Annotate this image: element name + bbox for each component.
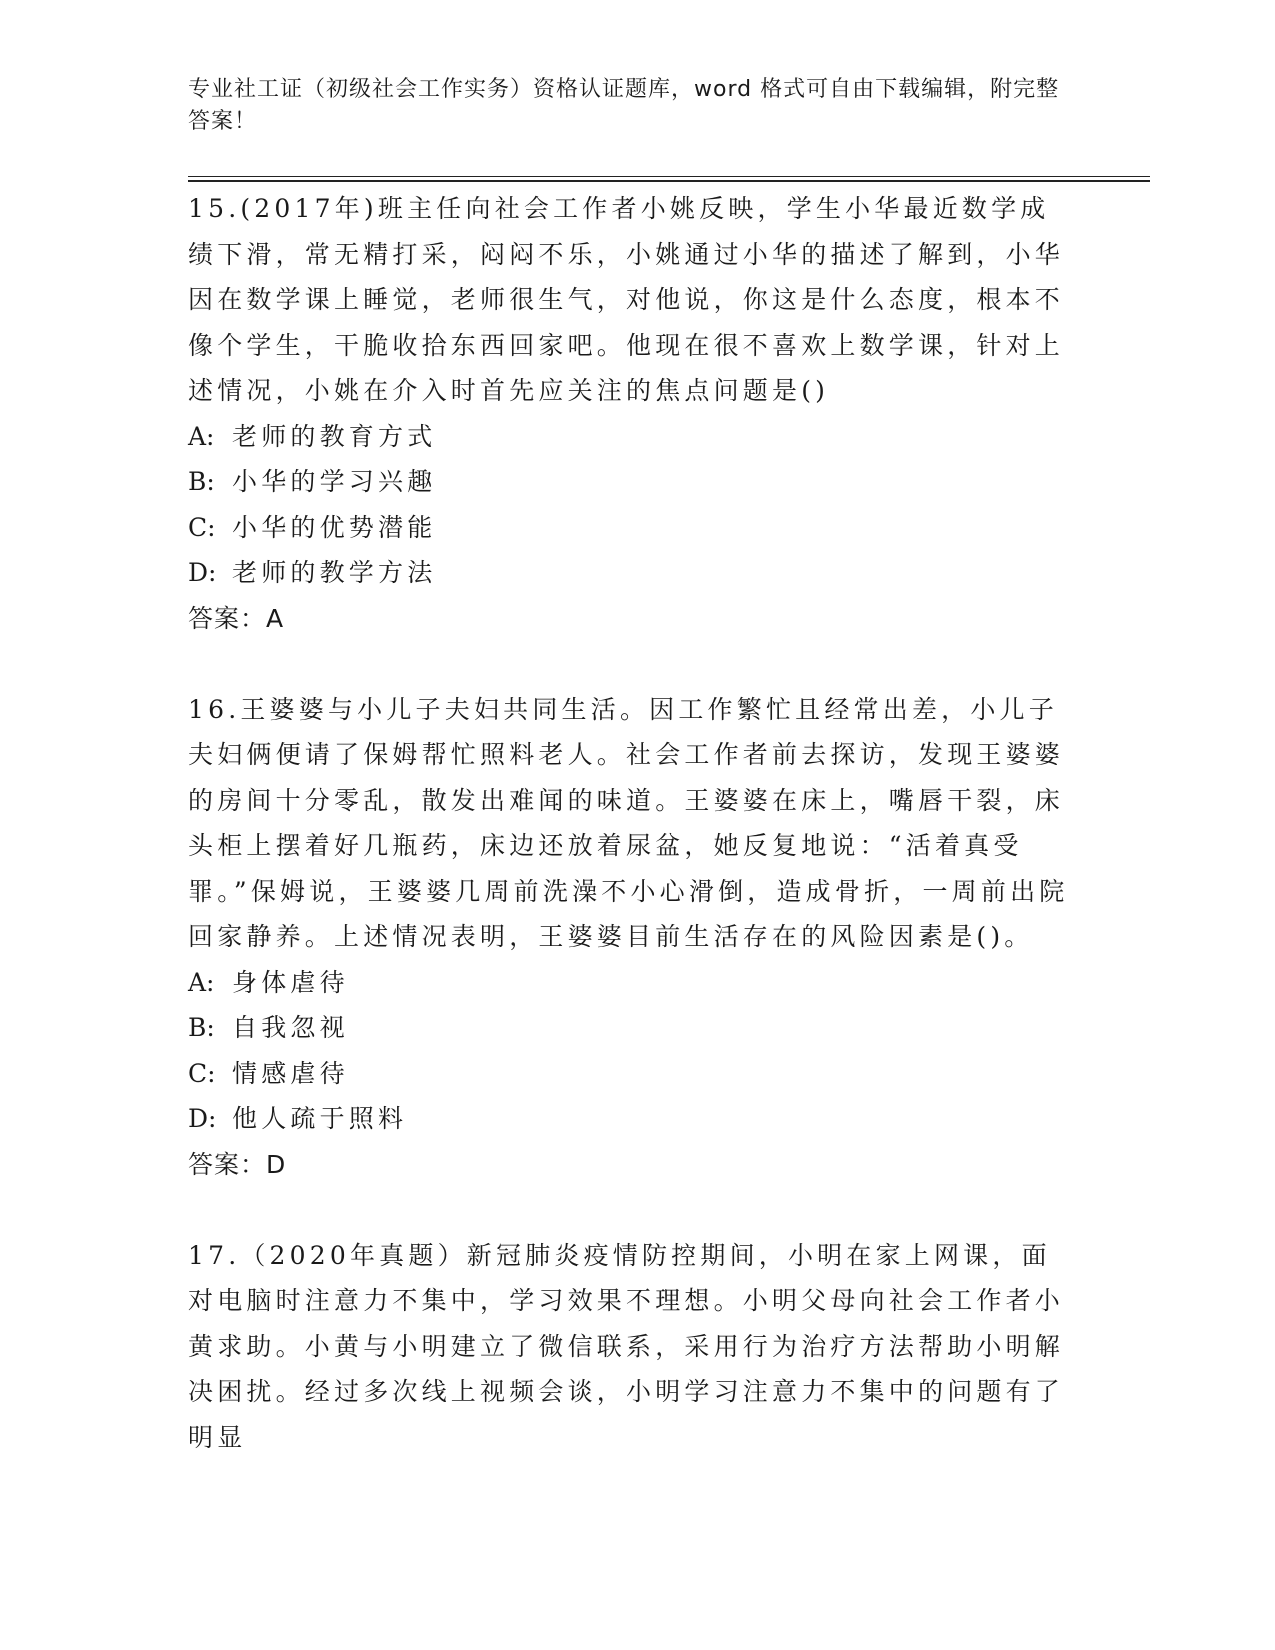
option-b: [188, 459, 1078, 505]
question-spacer: [188, 1187, 1078, 1233]
question-text: 15.(2017年)班主任向社会工作者小姚反映，学生小华最近数学成绩下滑，常无精打采，闷闷不乐，小姚通过小华的描述了解到，小华因在数学课上睡觉，老师很生气，对他说，你这是什么态度，根本不像个学生，干脆收拾东西回家吧。他现在很不喜欢上数学课，针对上述情况，小姚在介入时首先应关注的焦点问题是(): [188, 194, 1065, 405]
option-letter: D:: [188, 1104, 217, 1133]
question-15: [188, 186, 1078, 641]
answer-line: 答案：A: [188, 603, 285, 633]
option-text: 自我忽视: [232, 1013, 349, 1042]
question-text: 16.王婆婆与小儿子夫妇共同生活。因工作繁忙且经常出差，小儿子夫妇俩便请了保姆帮忙照料老人。社会工作者前去探访，发现王婆婆的房间十分零乱，散发出难闻的味道。王婆婆在床上，嘴唇干裂，床头柜上摆着好几瓶药，床边还放着尿盆，她反复地说：“活着真受罪。”保姆说，王婆婆几周前洗澡不小心滑倒，造成骨折，一周前出院回家静养。上述情况表明，王婆婆目前生活存在的风险因素是()。: [188, 694, 1069, 951]
page-header: 专业社工证（初级社会工作实务）资格认证题库，word 格式可自由下载编辑，附完整答案！: [188, 77, 1060, 134]
option-text: 他人疏于照料: [232, 1104, 408, 1133]
option-letter: C:: [188, 1058, 216, 1088]
question-text: 17.（2020年真题）新冠肺炎疫情防控期间，小明在家上网课，面对电脑时注意力不集中，学习效果不理想。小明父母向社会工作者小黄求助。小黄与小明建立了微信联系，采用行为治疗方法帮助小明解决困扰。经过多次线上视频会谈，小明学习注意力不集中的问题有了明显: [188, 1240, 1065, 1452]
option-c: [188, 1051, 1078, 1097]
question-spacer: [188, 641, 1078, 687]
option-text: 身体虐待: [232, 967, 349, 997]
option-letter: B:: [188, 1013, 215, 1042]
option-text: 老师的教学方法: [232, 558, 437, 587]
option-d: [188, 1096, 1078, 1142]
option-d: [188, 550, 1078, 596]
option-b: [188, 1005, 1078, 1051]
option-text: 情感虐待: [232, 1058, 349, 1088]
option-text: 小华的学习兴趣: [232, 467, 437, 496]
option-letter: A:: [188, 967, 215, 997]
question-16: [188, 687, 1078, 1188]
option-letter: D:: [188, 558, 217, 587]
option-text: 老师的教育方式: [232, 421, 437, 451]
option-letter: A:: [188, 421, 215, 451]
question-list: [188, 186, 1078, 1460]
header-rule-thick: [188, 180, 1150, 182]
option-letter: B:: [188, 467, 215, 496]
answer-line: 答案：D: [188, 1149, 287, 1179]
header-rule-thin: [188, 176, 1150, 177]
option-text: 小华的优势潜能: [232, 512, 437, 542]
option-a: [188, 960, 1078, 1006]
option-a: [188, 414, 1078, 460]
option-letter: C:: [188, 512, 216, 542]
question-17: [188, 1233, 1078, 1461]
option-c: [188, 505, 1078, 551]
